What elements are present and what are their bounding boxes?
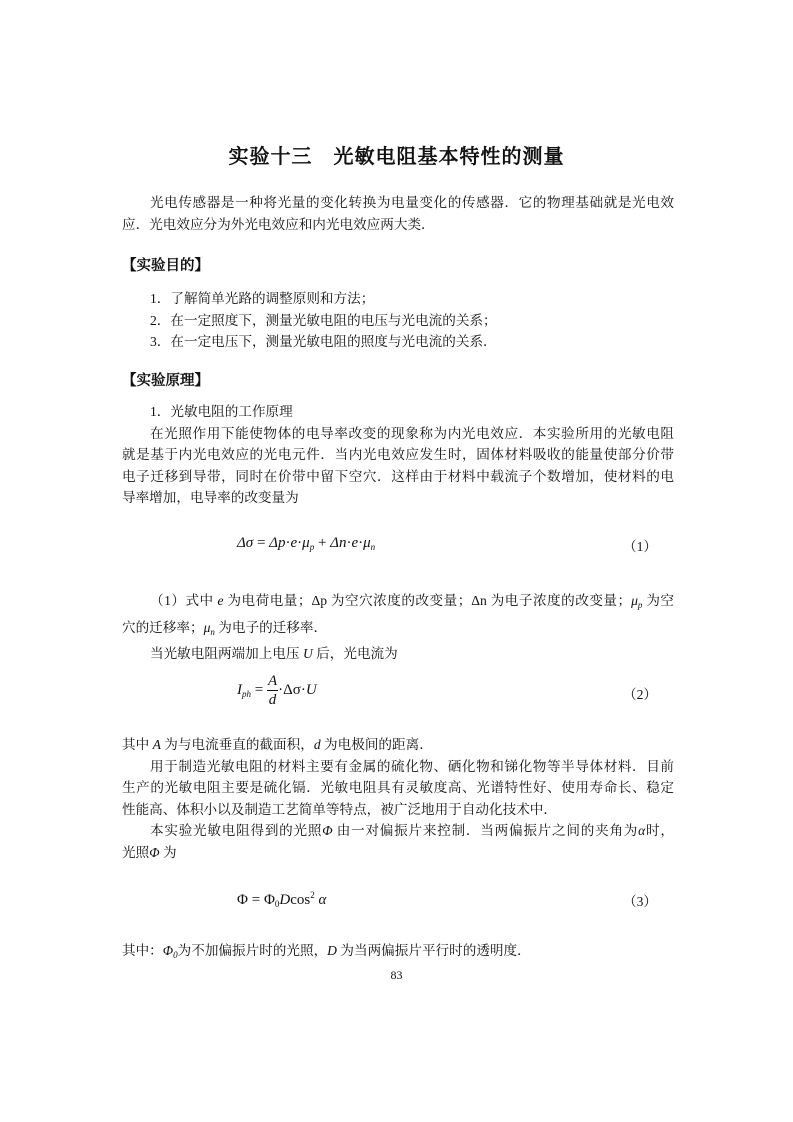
text-line bbox=[122, 310, 674, 332]
text-run: 光照 bbox=[122, 844, 150, 860]
eq1-dp: Δp bbox=[269, 535, 286, 551]
text-run: 在光照作用下能使物体的电导率改变的现象称为内光电效应．本实验所用的光敏电阻 bbox=[150, 425, 674, 441]
math-symbol: 0 bbox=[173, 950, 178, 960]
text-run: 为 bbox=[159, 844, 177, 860]
math-symbol: U bbox=[302, 646, 313, 662]
text-run: （1）式中 bbox=[150, 593, 218, 608]
eq1-equals: = bbox=[253, 535, 270, 551]
eq3-equals: = bbox=[247, 892, 264, 908]
text-run: 3．在一定电压下，测量光敏电阻的照度与光电流的关系． bbox=[150, 334, 497, 350]
text-run: 为电子的迁移率． bbox=[214, 619, 328, 635]
eq1-dot: · bbox=[346, 535, 352, 551]
text-run: 性能高、体积小以及制造工艺简单等特点，被广泛地用于自动化技术中． bbox=[122, 801, 557, 817]
text-run: 其中 bbox=[122, 737, 153, 752]
text-line bbox=[122, 192, 674, 214]
text-run: 由一对偏振片来控制．当两偏振片之间的夹角为 bbox=[332, 823, 639, 839]
materials-paragraph bbox=[122, 734, 674, 864]
eq1-dn: Δn bbox=[330, 535, 347, 551]
math-symbol: d bbox=[313, 737, 321, 752]
text-line bbox=[122, 820, 674, 842]
text-run: 光电传感器是一种将光量的变化转换为电量变化的传感器．它的物理基础就是光电效 bbox=[150, 195, 674, 210]
eq3-alpha: α bbox=[318, 892, 327, 908]
eq2-denominator: d bbox=[268, 692, 277, 708]
text-run: 应．光电效应分为外光电效应和内光电效应两大类． bbox=[122, 216, 435, 232]
text-line bbox=[122, 331, 674, 353]
purpose-list bbox=[122, 288, 674, 353]
eq3-D: D bbox=[279, 892, 291, 908]
eq1-dot: · bbox=[285, 535, 291, 551]
math-symbol: μ bbox=[631, 593, 638, 608]
equation-number-3: （3） bbox=[623, 894, 657, 909]
text-run: 1．了解简单光路的调整原则和方法； bbox=[150, 291, 375, 306]
math-symbol: μ bbox=[203, 619, 211, 635]
eq2-middle: ·Δσ· bbox=[278, 681, 306, 698]
text-run: 为不加偏振片时的光照， bbox=[177, 943, 328, 958]
eq2-fraction bbox=[267, 672, 278, 709]
text-line bbox=[122, 487, 674, 509]
text-line bbox=[122, 617, 674, 644]
text-run: 当光敏电阻两端加上电压 bbox=[150, 646, 303, 662]
eq1-e: e bbox=[290, 535, 298, 551]
equation-3-explanation bbox=[122, 940, 674, 967]
text-run: 1．光敏电阻的工作原理 bbox=[150, 404, 293, 419]
eq1-sub-n: n bbox=[370, 542, 376, 552]
text-line bbox=[122, 466, 674, 488]
eq2-equals: = bbox=[251, 681, 267, 698]
eq2-U: U bbox=[305, 681, 317, 698]
section-heading-purpose: 【实验目的】 bbox=[122, 258, 209, 274]
section-heading-principle: 【实验原理】 bbox=[122, 373, 209, 389]
page-title: 实验十三 光敏电阻基本特性的测量 bbox=[228, 144, 565, 168]
eq1-dot: · bbox=[297, 535, 303, 551]
equation-1-explanation bbox=[122, 590, 674, 665]
text-run: 生产的光敏电阻主要是硫化镉．光敏电阻具有灵敏度高、光谱特性好、使用寿命长、稳定 bbox=[122, 780, 674, 796]
text-run: 导率增加，电导率的改变量为 bbox=[122, 490, 299, 506]
eq3-lhs: Φ bbox=[237, 892, 248, 908]
text-line bbox=[122, 734, 674, 756]
text-line bbox=[122, 756, 674, 778]
math-symbol: p bbox=[637, 600, 643, 610]
text-line bbox=[122, 799, 674, 821]
eq2-numerator: A bbox=[267, 673, 278, 689]
equation-number-1: （1） bbox=[623, 539, 657, 554]
text-run: 就是基于内光电效应的光电元件．当内光电效应发生时，固体材料吸收的能量使部分价带 bbox=[122, 447, 674, 463]
text-line bbox=[122, 777, 674, 799]
text-line bbox=[122, 940, 674, 967]
eq1-lhs: Δσ bbox=[237, 535, 254, 551]
text-line bbox=[122, 401, 674, 423]
math-symbol: n bbox=[210, 626, 215, 637]
text-run: 时， bbox=[645, 823, 675, 839]
text-run: 为电极间的距离． bbox=[320, 737, 433, 752]
eq1-mu: μ bbox=[302, 535, 310, 551]
equation-1 bbox=[122, 535, 657, 575]
text-run: 为空 bbox=[642, 593, 674, 608]
text-run: 用于制造光敏电阻的材料主要有金属的硫化物、硒化物和锑化物等半导体材料．目前 bbox=[150, 758, 674, 774]
eq3-sub-0: 0 bbox=[274, 899, 280, 909]
text-run: 为当两偏振片平行时的透明度． bbox=[337, 943, 531, 958]
text-run: 其中： bbox=[122, 943, 163, 958]
math-symbol: D bbox=[327, 943, 337, 958]
text-line bbox=[122, 214, 674, 236]
eq3-square: 2 bbox=[310, 890, 315, 900]
eq1-e: e bbox=[351, 535, 359, 551]
text-run: 电子迁移到导带，同时在价带中留下空穴．这样由于材料中载流子个数增加，使材料的电 bbox=[122, 468, 674, 484]
eq3-cos: cos bbox=[290, 892, 311, 908]
text-run: 后，光电流为 bbox=[312, 646, 398, 662]
eq1-sub-p: p bbox=[309, 542, 315, 552]
text-run: 本实验光敏电阻得到的光照 bbox=[150, 823, 323, 839]
equation-number-2: （2） bbox=[623, 687, 657, 702]
text-run: 为电荷电量；Δp 为空穴浓度的改变量；Δn 为电子浓度的改变量； bbox=[223, 593, 632, 608]
equation-2 bbox=[122, 672, 657, 712]
text-run: 为与电流垂直的截面积， bbox=[160, 737, 314, 752]
text-line bbox=[122, 590, 674, 617]
eq1-dot: · bbox=[358, 535, 364, 551]
math-symbol: Φ bbox=[162, 943, 174, 958]
text-line bbox=[122, 643, 674, 665]
equation-3 bbox=[122, 890, 657, 930]
eq2-sub-ph: ph bbox=[242, 688, 251, 699]
text-run: 穴的迁移率； bbox=[122, 619, 204, 635]
math-symbol: α bbox=[638, 823, 646, 839]
eq2-I: I bbox=[237, 681, 242, 698]
eq1-mu: μ bbox=[363, 535, 371, 551]
text-run: 2．在一定照度下，测量光敏电阻的电压与光电流的关系； bbox=[150, 312, 497, 328]
eq3-phi: Φ bbox=[263, 892, 275, 908]
text-line bbox=[122, 444, 674, 466]
text-line bbox=[122, 842, 674, 864]
math-symbol: A bbox=[152, 737, 161, 752]
page-number: 83 bbox=[390, 968, 403, 982]
text-line bbox=[122, 423, 674, 445]
principle-paragraph bbox=[122, 401, 674, 509]
eq1-plus: + bbox=[314, 535, 331, 551]
text-line bbox=[122, 288, 674, 310]
math-symbol: Φ bbox=[149, 844, 160, 860]
intro-paragraph bbox=[122, 192, 674, 235]
math-symbol: e bbox=[217, 593, 224, 608]
math-symbol: Φ bbox=[322, 823, 333, 839]
